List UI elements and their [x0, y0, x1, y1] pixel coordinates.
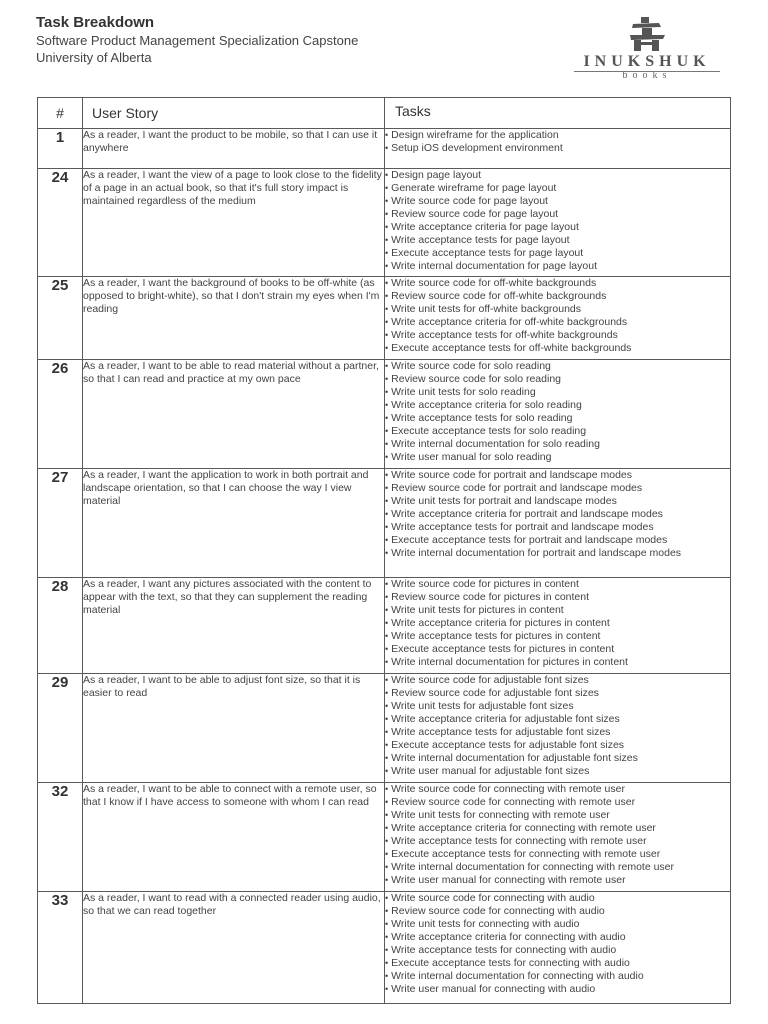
task-list-cell [385, 674, 731, 783]
document-subtitle: Software Product Management Specialization Capstone [36, 33, 359, 48]
task-breakdown-table [37, 97, 731, 1004]
task-item: • Review source code for portrait and landscape modes [385, 482, 730, 495]
user-story-text: As a reader, I want to be able to connect with a remote user, so that I know if I have access to someone with whom I can read [83, 783, 385, 892]
document-institution: University of Alberta [36, 50, 152, 65]
table-row [38, 277, 731, 360]
task-item: • Write source code for adjustable font sizes [385, 674, 730, 687]
task-list-cell [385, 892, 731, 1004]
task-item: • Execute acceptance tests for portrait and landscape modes [385, 534, 730, 547]
task-item: • Write source code for pictures in content [385, 578, 730, 591]
task-item: • Review source code for off-white backgrounds [385, 290, 730, 303]
user-story-text: As a reader, I want the background of books to be off-white (as opposed to bright-white), so that I don't strain my eyes when I'm reading [83, 277, 385, 360]
table-row [38, 783, 731, 892]
column-header-tasks: Tasks [385, 98, 731, 129]
inukshuk-figure-icon [627, 16, 667, 52]
story-number: 33 [38, 892, 83, 1004]
task-item: • Write internal documentation for page layout [385, 260, 730, 273]
task-item: • Write unit tests for off-white backgrounds [385, 303, 730, 316]
story-number: 32 [38, 783, 83, 892]
column-header-number: # [38, 98, 83, 129]
task-list-cell [385, 360, 731, 469]
task-item: • Write user manual for solo reading [385, 451, 730, 464]
task-item: • Setup iOS development environment [385, 142, 730, 155]
task-item: • Write unit tests for solo reading [385, 386, 730, 399]
inukshuk-logo [572, 16, 722, 84]
task-item: • Review source code for pictures in content [385, 591, 730, 604]
task-item: • Execute acceptance tests for solo reading [385, 425, 730, 438]
user-story-text: As a reader, I want the view of a page to look close to the fidelity of a page in an actual book, so that it's full story impact is maintained regardless of the medium [83, 169, 385, 277]
user-story-text: As a reader, I want to be able to adjust font size, so that it is easier to read [83, 674, 385, 783]
task-item: • Write acceptance criteria for solo reading [385, 399, 730, 412]
task-list [385, 169, 730, 273]
table-row [38, 169, 731, 277]
logo-divider [574, 71, 720, 72]
task-item: • Write acceptance criteria for portrait and landscape modes [385, 508, 730, 521]
user-story-text: As a reader, I want to read with a connected reader using audio, so that we can read together [83, 892, 385, 1004]
user-story-text: As a reader, I want the product to be mobile, so that I can use it anywhere [83, 129, 385, 169]
task-item: • Write acceptance tests for pictures in content [385, 630, 730, 643]
task-list [385, 674, 730, 778]
story-number: 29 [38, 674, 83, 783]
task-list-cell [385, 129, 731, 169]
story-number: 28 [38, 578, 83, 674]
table-row [38, 892, 731, 1004]
task-list [385, 783, 730, 887]
task-item: • Generate wireframe for page layout [385, 182, 730, 195]
task-item: • Review source code for page layout [385, 208, 730, 221]
task-item: • Review source code for adjustable font sizes [385, 687, 730, 700]
task-item: • Write source code for connecting with audio [385, 892, 730, 905]
task-item: • Write acceptance tests for solo reading [385, 412, 730, 425]
task-item: • Write acceptance criteria for pictures in content [385, 617, 730, 630]
task-list-cell [385, 469, 731, 578]
task-item: • Execute acceptance tests for connecting with audio [385, 957, 730, 970]
column-header-user-story: User Story [83, 98, 385, 129]
logo-wordmark: INUKSHUK [583, 53, 711, 70]
task-item: • Review source code for solo reading [385, 373, 730, 386]
table-header-row [38, 98, 731, 129]
task-list-cell [385, 783, 731, 892]
task-item: • Write acceptance criteria for page layout [385, 221, 730, 234]
story-number: 26 [38, 360, 83, 469]
task-item: • Write unit tests for pictures in content [385, 604, 730, 617]
task-item: • Write internal documentation for connecting with audio [385, 970, 730, 983]
task-item: • Review source code for connecting with audio [385, 905, 730, 918]
table-row [38, 129, 731, 169]
task-item: • Write acceptance tests for connecting with remote user [385, 835, 730, 848]
table-row [38, 578, 731, 674]
task-item: • Write user manual for adjustable font sizes [385, 765, 730, 778]
task-item: • Execute acceptance tests for adjustable font sizes [385, 739, 730, 752]
task-list [385, 360, 730, 464]
task-item: • Write acceptance criteria for off-white backgrounds [385, 316, 730, 329]
table-row [38, 469, 731, 578]
story-number: 24 [38, 169, 83, 277]
logo-subtext: books [622, 70, 672, 81]
task-list [385, 578, 730, 669]
task-list [385, 892, 730, 996]
task-item: • Write acceptance tests for adjustable font sizes [385, 726, 730, 739]
user-story-text: As a reader, I want the application to work in both portrait and landscape orientation, so that I can choose the way I view material [83, 469, 385, 578]
task-item: • Execute acceptance tests for off-white backgrounds [385, 342, 730, 355]
table-row [38, 360, 731, 469]
task-item: • Write source code for solo reading [385, 360, 730, 373]
story-number: 27 [38, 469, 83, 578]
task-item: • Execute acceptance tests for pictures in content [385, 643, 730, 656]
task-item: • Write acceptance criteria for connecting with remote user [385, 822, 730, 835]
user-story-text: As a reader, I want to be able to read material without a partner, so that I can read and practice at my own pace [83, 360, 385, 469]
table-row [38, 674, 731, 783]
story-number: 1 [38, 129, 83, 169]
task-item: • Write acceptance criteria for adjustable font sizes [385, 713, 730, 726]
task-item: • Execute acceptance tests for page layout [385, 247, 730, 260]
task-item: • Design page layout [385, 169, 730, 182]
user-story-text: As a reader, I want any pictures associated with the content to appear with the text, so that they can supplement the reading material [83, 578, 385, 674]
task-item: • Write internal documentation for solo reading [385, 438, 730, 451]
task-item: • Write source code for page layout [385, 195, 730, 208]
task-item: • Write unit tests for connecting with remote user [385, 809, 730, 822]
task-item: • Write internal documentation for portrait and landscape modes [385, 547, 730, 560]
task-list-cell [385, 277, 731, 360]
task-list-cell [385, 169, 731, 277]
task-item: • Write unit tests for adjustable font sizes [385, 700, 730, 713]
task-item: • Write internal documentation for connecting with remote user [385, 861, 730, 874]
task-item: • Write source code for off-white backgrounds [385, 277, 730, 290]
task-list [385, 277, 730, 355]
task-list [385, 129, 730, 155]
task-list [385, 469, 730, 560]
task-item: • Write acceptance tests for portrait and landscape modes [385, 521, 730, 534]
task-item: • Write user manual for connecting with audio [385, 983, 730, 996]
task-item: • Write source code for connecting with remote user [385, 783, 730, 796]
task-item: • Write acceptance tests for page layout [385, 234, 730, 247]
task-item: • Write user manual for connecting with remote user [385, 874, 730, 887]
task-item: • Write internal documentation for adjustable font sizes [385, 752, 730, 765]
task-item: • Write unit tests for connecting with audio [385, 918, 730, 931]
task-item: • Review source code for connecting with remote user [385, 796, 730, 809]
task-item: • Write internal documentation for pictures in content [385, 656, 730, 669]
task-item: • Write acceptance tests for off-white backgrounds [385, 329, 730, 342]
task-item: • Write acceptance tests for connecting with audio [385, 944, 730, 957]
task-item: • Execute acceptance tests for connecting with remote user [385, 848, 730, 861]
task-item: • Design wireframe for the application [385, 129, 730, 142]
story-number: 25 [38, 277, 83, 360]
document-title: Task Breakdown [36, 14, 155, 31]
task-item: • Write source code for portrait and landscape modes [385, 469, 730, 482]
document-header [36, 14, 358, 66]
task-item: • Write acceptance criteria for connecting with audio [385, 931, 730, 944]
task-item: • Write unit tests for portrait and landscape modes [385, 495, 730, 508]
task-list-cell [385, 578, 731, 674]
